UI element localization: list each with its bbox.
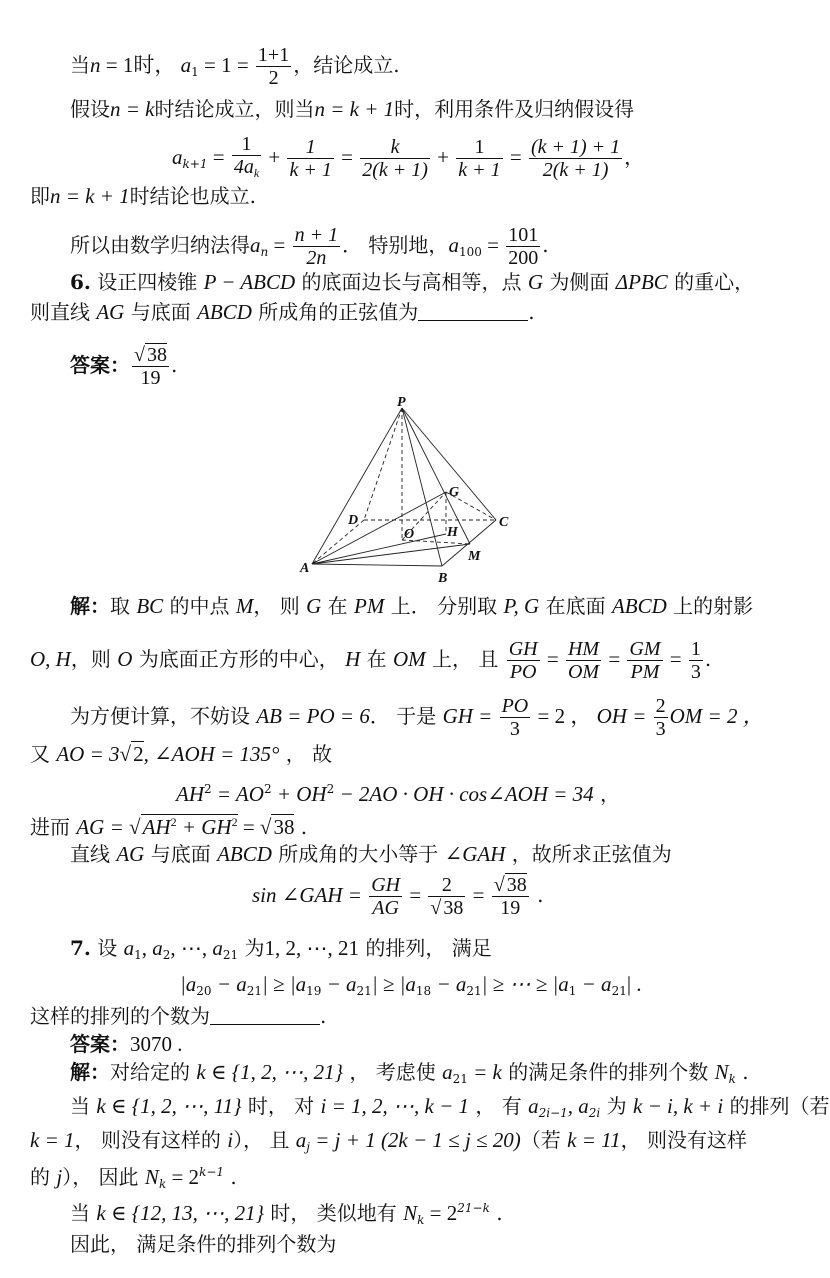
label-A: A — [300, 561, 310, 576]
solution-line: 解：取 BC 的中点 M， 则 G 在 PM 上． 分别取 P, G 在底面 ABCD 上的射影 — [70, 594, 754, 618]
answer-blank — [418, 302, 528, 321]
label-G: G — [449, 485, 460, 500]
solution-line: 直线 AG 与底面 ABCD 所成角的大小等于 ∠GAH ，故所求正弦值为 — [70, 842, 672, 866]
fraction: $\frac{1+1}{2}$ — [257, 44, 290, 89]
text-line: 即n = k + 1时结论也成立. — [30, 184, 257, 208]
answer-6: 答案： $\frac{√ 38}{19}$ . — [70, 344, 178, 389]
edge-PA — [312, 408, 402, 564]
solution-line: 又 AO = 3√2, ∠AOH = 135° ， 故 — [30, 742, 333, 766]
line-AG — [312, 492, 446, 564]
solution-line: 当 k ∈ {12, 13, ⋯, 21} 时， 类似地有 $N_k = 2^{21-k}$ . — [70, 1201, 503, 1227]
label-H: H — [447, 525, 458, 540]
edge-PM — [402, 408, 470, 544]
label-P: P — [397, 395, 406, 410]
solution-line: 解：对给定的 k ∈ {1, 2, ⋯, 21} ， 考虑使 $a_{21} = k$ 的满足条件的排列个数 $N_k$ . — [70, 1060, 749, 1086]
text-line: 则直线 AG 与底面 ABCD 所成角的正弦值为 . — [30, 300, 535, 324]
solution-line: 进而 AG = $√AH^2 + GH^2 = √38$ . — [30, 815, 308, 839]
text-line: 所以由数学归纳法得$a_n$ = $\frac{n + 1}{2n}$ ． 特别地，$a_{100}$ = $\frac{101}{200}$ . — [70, 224, 549, 269]
equation: $|a_{20} - a_{21}| \ge |a_{19} - a_{21}| \ge |a_{18} - a_{21}|$ ≥ ⋯ ≥ $|a_1 - a_{21}|$ . — [180, 972, 642, 998]
problem-6: 6. 设正四棱锥 P − ABCD 的底面边长与高相等，点 G 为侧面 ΔPBC 的重心， — [70, 270, 755, 294]
text-line: 当n = 1时， $a_1 = 1$ = $\frac{1+1}{2}$ ，结论成立. — [70, 44, 400, 89]
answer-7: 答案：3070 . — [70, 1032, 183, 1056]
line-AM — [312, 544, 470, 564]
pyramid-figure — [300, 394, 525, 584]
equation: sin ∠GAH = $\frac{GH}{AG}$ = $\frac{2}{√ 38}$ = $\frac{√ 38}{19}$ . — [252, 874, 544, 919]
solution-line: 因此， 满足条件的排列个数为 — [70, 1232, 337, 1256]
solution-line: k = 1， 则没有这样的 i）， 且 $a_j = j + 1$ (2k − 1 ≤ j ≤ 20)（若 k = 11， 则没有这样 — [30, 1128, 747, 1154]
answer-blank — [210, 1006, 320, 1025]
text-line: 这样的排列的个数为 . — [30, 1004, 327, 1028]
label-B: B — [438, 571, 448, 586]
equation: $AH^2 = AO^2 + OH^2 - 2AO$ · OH · cos∠AOH = 34 ， — [176, 782, 621, 806]
solution-line: 为方便计算，不妨设 AB = PO = 6． 于是 GH = $\frac{PO}{3}$ = 2 ， OH = $\frac{2}{3}$ OM = 2 ， — [70, 695, 764, 740]
equation: $a_{k+1}$ = $\frac{1}{4a_k}$ + $\frac{1}{k + 1}$ = $\frac{k}{2(k + 1)}$ + $\frac{1}{k + 1}$ = $\frac{(k + 1) + 1}{2(k + 1)}$ ， — [172, 133, 645, 181]
problem-7: 7. 设 $a_1$, $a_2$, ⋯, $a_{21}$ 为1, 2, ⋯, 21 的排列， 满足 — [70, 936, 492, 962]
solution-line: 的 j）， 因此 $N_k = 2^{k-1}$ . — [30, 1165, 237, 1191]
edge-AB — [312, 564, 442, 566]
line-AH — [312, 534, 446, 564]
label-D: D — [348, 513, 359, 528]
label-M: M — [468, 549, 481, 564]
solution-line: 当 k ∈ {1, 2, ⋯, 11} 时， 对 i = 1, 2, ⋯, k − 1 ， 有 $a_{2i-1}$, $a_{2i}$ 为 k − i, k + i 的排列（若 — [70, 1094, 830, 1120]
text-line: 假设n = k时结论成立，则当n = k + 1时，利用条件及归纳假设得 — [70, 97, 635, 121]
label-O: O — [404, 527, 415, 542]
solution-line: O, H，则 O 为底面正方形的中心， H 在 OM 上， 且 $\frac{GH}{PO}$ = $\frac{HM}{OM}$ = $\frac{GM}{PM}$ = $\frac{1}{3}$ . — [30, 638, 712, 683]
label-C: C — [499, 515, 509, 530]
